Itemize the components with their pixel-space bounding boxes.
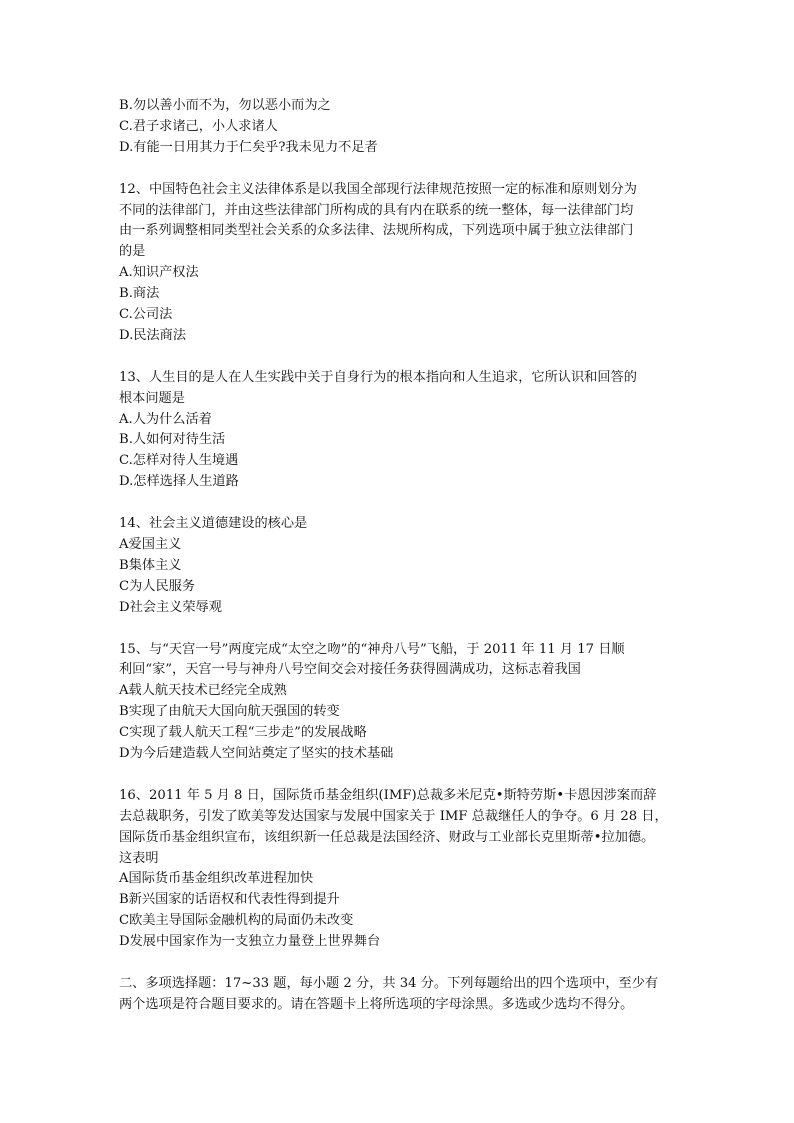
option-c: C为人民服务 xyxy=(119,578,196,594)
option-c: C欧美主导国际金融机构的局面仍未改变 xyxy=(119,913,354,929)
question-13 xyxy=(119,368,679,493)
question-12-stem-line: 不同的法律部门，并由这些法律部门所构成的具有内在联系的统一整体，每一法律部门均 xyxy=(119,202,634,218)
option-c: C.怎样对待人生境遇 xyxy=(119,453,239,469)
section-2-instructions xyxy=(119,974,679,1016)
question-16-stem-line: 这表明 xyxy=(119,850,159,866)
question-12-stem-line: 12、中国特色社会主义法律体系是以我国全部现行法律规范按照一定的标准和原则划分为 xyxy=(119,181,637,197)
option-c: C实现了载人航天工程“三步走”的发展战略 xyxy=(119,725,367,741)
question-12-stem-line: 的是 xyxy=(119,244,146,260)
spacer xyxy=(119,619,679,640)
spacer xyxy=(119,953,679,974)
option-d: D.怎样选择人生道路 xyxy=(119,474,239,490)
page-content xyxy=(119,96,679,1016)
option-a: A爱国主义 xyxy=(119,536,182,552)
spacer xyxy=(119,493,679,514)
option-b: B.勿以善小而不为，勿以恶小而为之 xyxy=(119,98,331,113)
question-12-stem-line: 由一系列调整相同类型社会关系的众多法律、法规所构成，下列选项中属于独立法律部门 xyxy=(119,223,634,239)
option-d: D发展中国家作为一支独立力量登上世界舞台 xyxy=(119,934,381,950)
option-a: A载人航天技术已经完全成熟 xyxy=(119,683,287,699)
question-16 xyxy=(119,786,679,953)
question-13-stem-line: 根本问题是 xyxy=(119,390,185,406)
option-c: C.君子求诸己，小人求诸人 xyxy=(119,118,278,134)
question-12 xyxy=(119,180,679,347)
question-16-stem-line: 去总裁职务，引发了欧美等发达国家与发展中国家关于 IMF 总裁继任人的争夺。6 月 28 日， xyxy=(119,808,668,824)
option-b: B新兴国家的话语权和代表性得到提升 xyxy=(119,892,340,908)
option-d: D为今后建造载人空间站奠定了坚实的技术基础 xyxy=(119,746,394,762)
question-14-stem-line: 14、社会主义道德建设的核心是 xyxy=(119,516,308,532)
section-2-line: 二、多项选择题：17~33 题，每小题 2 分，共 34 分。下列每题给出的四个选项中，至少有 xyxy=(119,975,659,991)
question-14 xyxy=(119,514,679,619)
option-d: D社会主义荣辱观 xyxy=(119,599,222,615)
question-15 xyxy=(119,640,679,765)
option-b: B集体主义 xyxy=(119,557,182,573)
question-13-stem-line: 13、人生目的是人在人生实践中关于自身行为的根本指向和人生追求，它所认识和回答的 xyxy=(119,369,637,385)
question-16-stem-line: 16、2011 年 5 月 8 日，国际货币基金组织(IMF)总裁多米尼克•斯特劳斯•卡恩因涉案而辞 xyxy=(119,787,657,803)
question-15-stem-line: 利回“家”，天宫一号与神舟八号空间交会对接任务获得圆满成功，这标志着我国 xyxy=(119,662,581,678)
question-11-options xyxy=(119,96,679,159)
question-16-stem-line: 国际货币基金组织宣布，该组织新一任总裁是法国经济、财政与工业部长克里斯蒂•拉加德。 xyxy=(119,829,655,845)
option-b: B实现了由航天大国向航天强国的转变 xyxy=(119,704,340,720)
spacer xyxy=(119,159,679,180)
section-2-line: 两个选项是符合题目要求的。请在答题卡上将所选项的字母涂黑。多选或少选均不得分。 xyxy=(119,996,634,1012)
option-d: D.民法商法 xyxy=(119,327,187,343)
spacer xyxy=(119,347,679,368)
option-a: A.知识产权法 xyxy=(119,265,199,281)
option-d: D.有能一日用其力于仁矣乎?我未见力不足者 xyxy=(119,139,378,155)
option-a: A国际货币基金组织改革进程加快 xyxy=(119,871,314,887)
option-b: B.商法 xyxy=(119,286,160,302)
spacer xyxy=(119,765,679,786)
option-a: A.人为什么活着 xyxy=(119,411,212,427)
option-b: B.人如何对待生活 xyxy=(119,432,226,448)
option-c: C.公司法 xyxy=(119,307,173,323)
question-15-stem-line: 15、与“天宫一号”两度完成“太空之吻”的“神舟八号”飞船，于 2011 年 11 月 17 日顺 xyxy=(119,641,625,657)
